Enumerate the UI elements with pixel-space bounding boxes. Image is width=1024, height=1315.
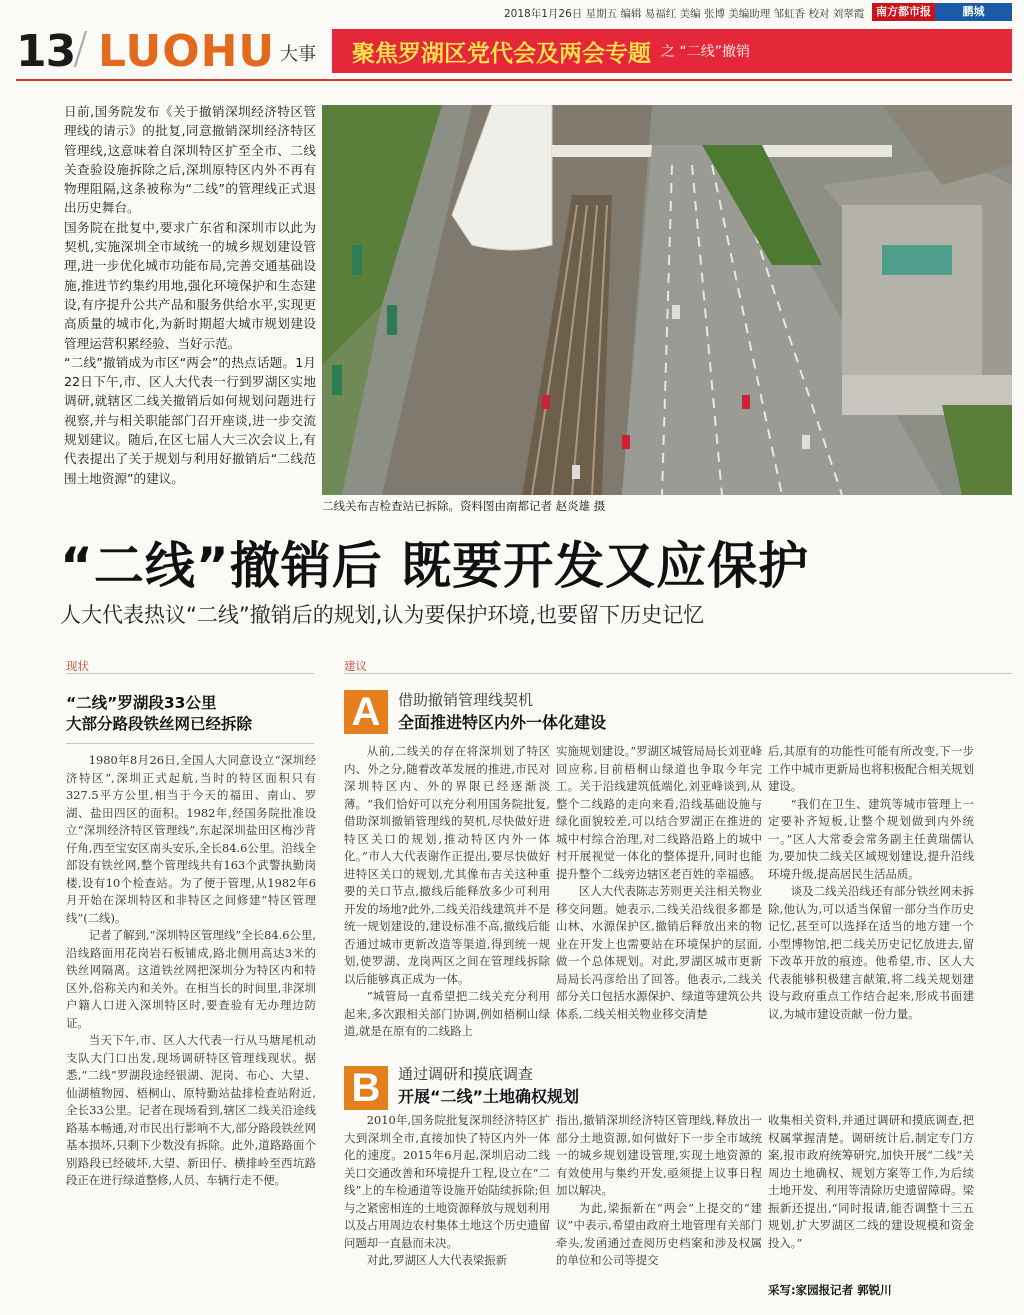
section-b-paragraph: 对此,罗湖区人大代表梁振新 [366,1253,508,1267]
section-tag: 大事 [280,44,316,65]
section-b-col-3 [768,1112,974,1252]
lead-paragraph: 国务院在批复中,要求广东省和深圳市以此为契机,实施深圳全市域统一的城乡规划建设管理,进一步优化城市功能布局,完善交通基础设施,推进节约集约用地,强化环境保护和生态建设,有序提升公共产品和服务供给水平,实现更高质量的城市化,为新时期超大城市规划建设管理运营积累经验、当好示范。 [64,219,316,351]
edition-logo: 鹏城 [935,3,1012,21]
status-label: 现状 [66,659,89,673]
section-a-paragraph: 从前,二线关的存在将深圳划了特区内、外之分,随着改革发展的推进,市民对深圳特区内、外的界限已经逐渐淡薄。“我们恰好可以充分利用国务院批复,借助深圳撤销管理线的契机,尽快做好进特区关口的规划,推动特区内外一体化。”市人大代表谢作正提出,要尽快做好进特区关口的规划,尤其像布吉关这种重要的关口节点,撤线后能释放多少可利用开发的场地?此外,二线关沿线建筑并不是统一规划建设的,建设标准不高,撤线后能否通过城市更新改造等渠道,得到统一规划,使罗湖、龙岗两区之间在管理线拆除以后能够真正成为一体。 [344,744,550,986]
issue-meta: 2018年1月26日 星期五 编辑 易福红 美编 张博 美编助理 邹虹香 校对 刘翠霞 [504,8,865,20]
header-rule [16,79,1012,81]
lead-article [64,102,316,488]
section-b-paragraph: 指出,撤销深圳经济特区管理线,释放出一部分土地资源,如何做好下一步全市域统一的城乡规划建设管理,实现土地资源的有效使用与集约开发,亟须提上议事日程加以解决。 [556,1113,762,1197]
main-headline: “二线”撤销后 既要开发又应保护 [60,537,810,595]
section-name: LUOHU [98,26,276,77]
status-rule [66,673,314,674]
topic-banner [332,29,1012,73]
status-paragraph: 当天下午,市、区人大代表一行从马塘尾机动支队大门口出发,现场调研特区管理线现状。据悉,“二线”罗湖段途经银湖、泥岗、布心、大望、仙湖植物园、梧桐山、原特勤站盐排检查站附近,全长33公里。记者在现场看到,辖区二线关沿途线路基本畅通,对市民出行影响不大,部分路段铁丝网基本损坏,只剩下少数没有拆除。此外,道路路面个别路段已经破坏,大望、新田仔、横排岭至西坑路段正在进行绿道整修,人员、车辆行走不便。 [66,1033,316,1187]
aerial-photo-illustration [322,105,1012,495]
page-divider-slash: / [73,23,88,74]
section-a-paragraph: 区人大代表陈志芳则更关注相关物业移交问题。她表示,二线关沿线很多都是山林、水源保护区,撤销后释放出来的物业在开发上也需要站在环境保护的层面,做一个总体规划。对此,罗湖区城市更新局局长冯彦给出了回答。他表示,二线关部分关口包括水源保护、绿道等建筑公共体系,二线关相关物业移交清楚 [556,884,762,1021]
status-column [66,752,316,1190]
section-a-letter: A [344,690,388,734]
newspaper-logo: 南方都市报 [872,3,935,21]
banner-subtitle: 之 “二线”撤销 [661,44,750,60]
aerial-photo [322,105,1012,495]
section-a-paragraph: 实施规划建设。”罗湖区城管局局长刘亚峰回应称,目前梧桐山绿道也争取今年完工。关于沿线建筑低端化,刘亚峰谈到,从整个二线路的走向来看,沿线基础设施与绿化面貌较差,可以结合罗湖正在推进的城中村综合治理,对二线路沿路上的城中村开展视觉一体化的整体提升,同时也能提升整个二线旁边辖区老百姓的幸福感。 [556,744,762,881]
section-b-col-1 [344,1112,550,1270]
page-number: 13 [16,26,76,77]
section-b-paragraph: 收集相关资料,并通过调研和摸底调查,把权属掌握清楚。调研统计后,制定专门方案,报市政府统筹研究,加快开展“二线”关周边土地确权、规划方案等工作,为后续土地开发、利用等清除历史遗留障碍。梁振新还提出,“同时报请,能否调整十三五规划,扩大罗湖区二线的建设规模和资金投入。” [768,1113,974,1250]
section-a-col-1 [344,743,550,1041]
section-a-title: 全面推进特区内外一体化建设 [398,713,607,732]
banner-title: 聚焦罗湖区党代会及两会专题 [352,40,651,67]
section-b-title: 开展“二线”土地确权规划 [398,1087,580,1106]
section-b-letter: B [344,1066,388,1110]
status-paragraph: 1980年8月26日,全国人大同意设立“深圳经济特区”,深圳正式起航,当时的特区面积只有327.5平方公里,相当于今天的福田、南山、罗湖、盐田四区的面积。1982年,经国务院批准设立“深圳经济特区管理线”,东起深圳盐田区梅沙背仔角,西至宝安区南头安乐,全长84.6公里。沿线全部设有铁丝网,整个管理线共有163个武警执勤岗楼,设有10个检查站。为了便于管理,从1982年6月开始在深圳特区和非特区之间修建“特区管理线”(二线)。 [66,753,316,925]
section-b-col-2 [556,1112,762,1270]
photo-caption: 二线关布吉检查站已拆除。资料图由南都记者 赵炎雄 摄 [322,499,606,513]
lead-paragraph: “二线”撤销成为市区“两会”的热点话题。1月22日下午,市、区人大代表一行到罗湖区实地调研,就辖区二线关撤销后如何规划问题进行视察,并与相关职能部门召开座谈,进一步交流规划建议。随后,在区七届人大三次会议上,有代表提出了关于规划与利用好撤销后“二线范围土地资源”的建议。 [64,354,316,486]
suggestion-rule [344,673,1012,674]
section-a-paragraph: 谈及二线关沿线还有部分铁丝网未拆除,他认为,可以适当保留一部分当作历史记忆,甚至可以选择在适当的地方建一个小型博物馆,把二线关历史记忆放进去,留下改革开放的痕迹。他希望,市、区人大代表能够积极建言献策,将二线关规划建设与政府重点工作结合起来,形成书面建议,为城市建设贡献一份力量。 [768,884,974,1021]
suggestion-label: 建议 [344,659,367,673]
status-headline-line2: 大部分路段铁丝网已经拆除 [66,715,253,733]
section-a-col-2 [556,743,762,1023]
sub-headline: 人大代表热议“二线”撤销后的规划,认为要保护环境,也要留下历史记忆 [60,603,705,627]
masthead-logos [872,3,1012,21]
section-a-paragraph: 后,其原有的功能性可能有所改变,下一步工作中城市更新局也将积极配合相关规划建设。 [768,744,974,793]
section-a-subtitle: 借助撤销管理线契机 [398,691,534,709]
section-b-paragraph: 为此,梁振新在“两会”上提交的“建议”中表示,希望由政府土地管理有关部门牵头,发函通过查阅历史档案和涉及权属的单位和公司等提交 [556,1200,762,1267]
section-a-paragraph: “城管局一直希望把二线关充分利用起来,多次跟相关部门协调,例如梧桐山绿道,就是在原有的二线路上 [344,989,550,1038]
section-b-paragraph: 2010年,国务院批复深圳经济特区扩大到深圳全市,直接加快了特区内外一体化的速度。2015年6月起,深圳启动二线关口交通改善和环境提升工程,设立在“二线”上的车检通道等设施开始陆续拆除;但与之紧密相连的土地资源释放与规划利用以及占用周边农村集体土地这个历史遗留问题却一直悬而未决。 [344,1113,550,1250]
status-paragraph: 记者了解到,“深圳特区管理线”全长84.6公里,沿线路面用花岗岩石板铺成,路北侧用高达3米的铁丝网隔离。这道铁丝网把深圳分为特区内和特区外,俗称关内和关外。在相当长的时间里,非深圳户籍人口进入深圳特区时,要查验有无办理边防证。 [66,928,316,1030]
status-rule-2 [66,743,314,744]
status-headline [66,693,311,735]
section-b-subtitle: 通过调研和摸底调查 [398,1065,534,1083]
lead-paragraph: 日前,国务院发布《关于撤销深圳经济特区管理线的请示》的批复,同意撤销深圳经济特区管理线,这意味着自深圳特区扩至全市、二线关查验设施拆除之后,深圳原特区内外不再有物理阻隔,这条被称为“二线”的管理线正式退出历史舞台。 [64,104,316,216]
section-a-col-3 [768,743,974,1023]
section-a-paragraph: “我们在卫生、建筑等城市管理上一定要补齐短板,让整个规划做到内外统一。”区人大常委会常务副主任黄瑞儒认为,要加快二线关区域规划建设,提升沿线环境升级,提高居民生活品质。 [768,796,974,881]
byline: 采写:家园报记者 郭锐川 [768,1283,892,1297]
status-headline-line1: “二线”罗湖段33公里 [66,694,217,712]
